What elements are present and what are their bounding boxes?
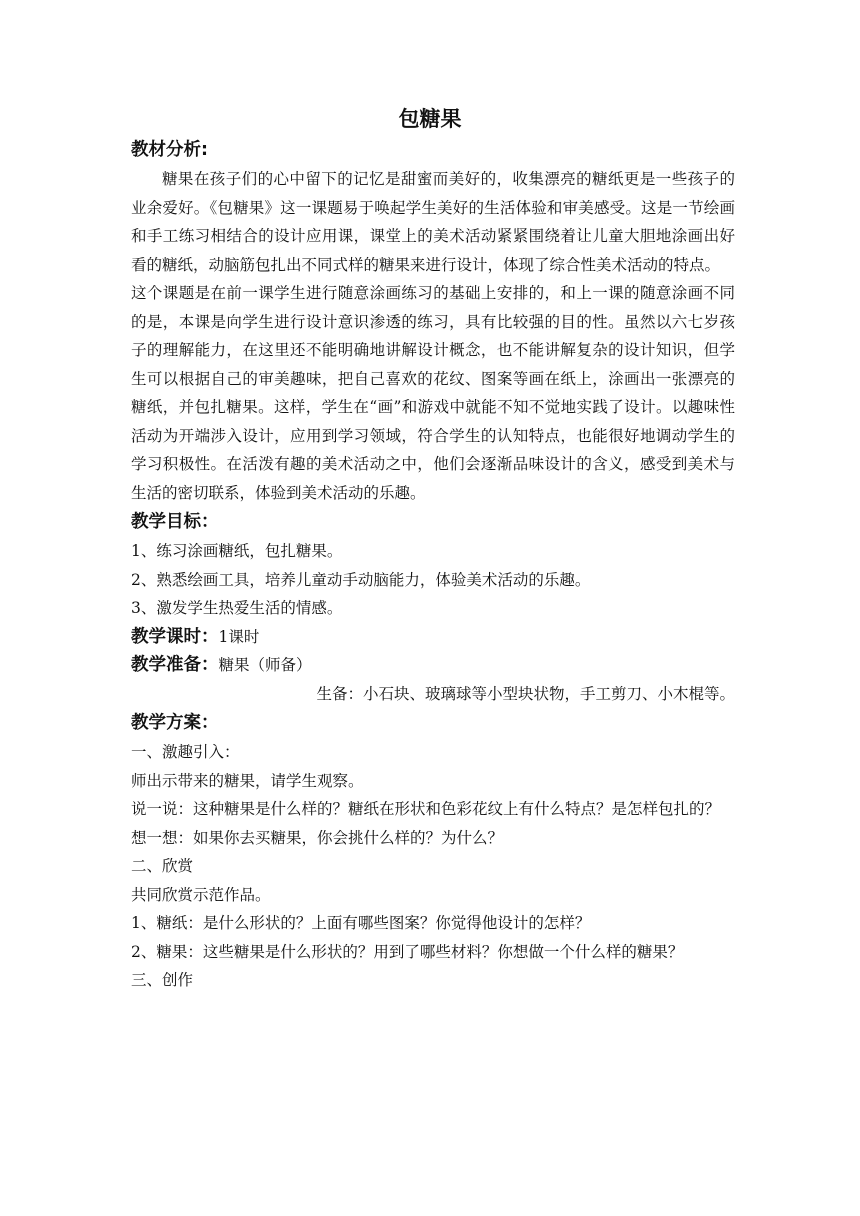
step3-title: 三、创作 (131, 971, 194, 989)
analysis-heading: 教材分析: (131, 140, 208, 160)
plan-heading: 教学方案： (131, 713, 219, 733)
step2-title: 二、欣赏 (131, 857, 194, 875)
teaching-hours-value: 1课时 (218, 627, 260, 646)
step1-title: 一、激趣引入： (131, 743, 240, 761)
analysis-paragraph-1: 糖果在孩子们的心中留下的记忆是甜蜜而美好的，收集漂亮的糖纸更是一些孩子的业余爱好。《包糖果》这一课题易于唤起学生美好的生活体验和审美感受。这是一节绘画和手工练习相结合的设计应用课，课堂上的美术活动紧紧围绕着让儿童大胆地涂画出好看的糖纸，动脑筋包扎出不同式样的糖果来进行设计，体现了综合性美术活动的特点。 (131, 170, 735, 274)
step1-line-3: 想一想：如果你去买糖果，你会挑什么样的？为什么？ (131, 828, 504, 847)
teaching-prep (131, 651, 735, 680)
analysis-paragraph-2: 这个课题是在前一课学生进行随意涂画练习的基础上安排的，和上一课的随意涂画不同的是，本课是向学生进行设计意识渗透的练习，具有比较强的目的性。虽然以六七岁孩子的理解能力，在这里还不能明确地讲解设计概念，也不能讲解复杂的设计知识，但学生可以根据自己的审美趣味，把自己喜欢的花纹、图案等画在纸上，涂画出一张漂亮的糖纸，并包扎糖果。这样，学生在“画”和游戏中就能不知不觉地实践了设计。以趣味性活动为开端涉入设计，应用到学习领域，符合学生的认知特点，也能很好地调动学生的学习积极性。在活泼有趣的美术活动之中，他们会逐渐品味设计的含义，感受到美术与生活的密切联系，体验到美术活动的乐趣。 (131, 284, 735, 502)
page-title: 包糖果 (398, 107, 462, 131)
teaching-hours-label: 教学课时： (131, 626, 219, 647)
teaching-prep-label: 教学准备： (131, 655, 219, 675)
step1-line-2: 说一说：这种糖果是什么样的？糖纸在形状和色彩花纹上有什么特点？是怎样包扎的？ (131, 800, 721, 818)
teaching-prep-teacher: 糖果（师备） (218, 656, 312, 674)
teaching-hours (131, 623, 735, 652)
goal-item-3: 3、激发学生热爱生活的情感。 (131, 599, 343, 617)
step2-line-1: 共同欣赏示范作品。 (131, 885, 271, 904)
step2-line-2: 1、糖纸：是什么形状的？上面有哪些图案？你觉得他设计的怎样？ (131, 914, 591, 932)
teaching-prep-student: 生备：小石块、玻璃球等小型块状物，手工剪刀、小木棍等。 (316, 684, 735, 703)
goal-item-1: 1、练习涂画糖纸，包扎糖果。 (131, 542, 343, 560)
step1-line-1: 师出示带来的糖果，请学生观察。 (131, 771, 364, 790)
document-body (131, 135, 735, 995)
goal-item-2: 2、熟悉绘画工具，培养儿童动手动脑能力，体验美术活动的乐趣。 (131, 570, 591, 589)
goals-heading: 教学目标： (131, 512, 219, 532)
step2-line-3: 2、糖果：这些糖果是什么形状的？用到了哪些材料？你想做一个什么样的糖果？ (131, 942, 684, 961)
